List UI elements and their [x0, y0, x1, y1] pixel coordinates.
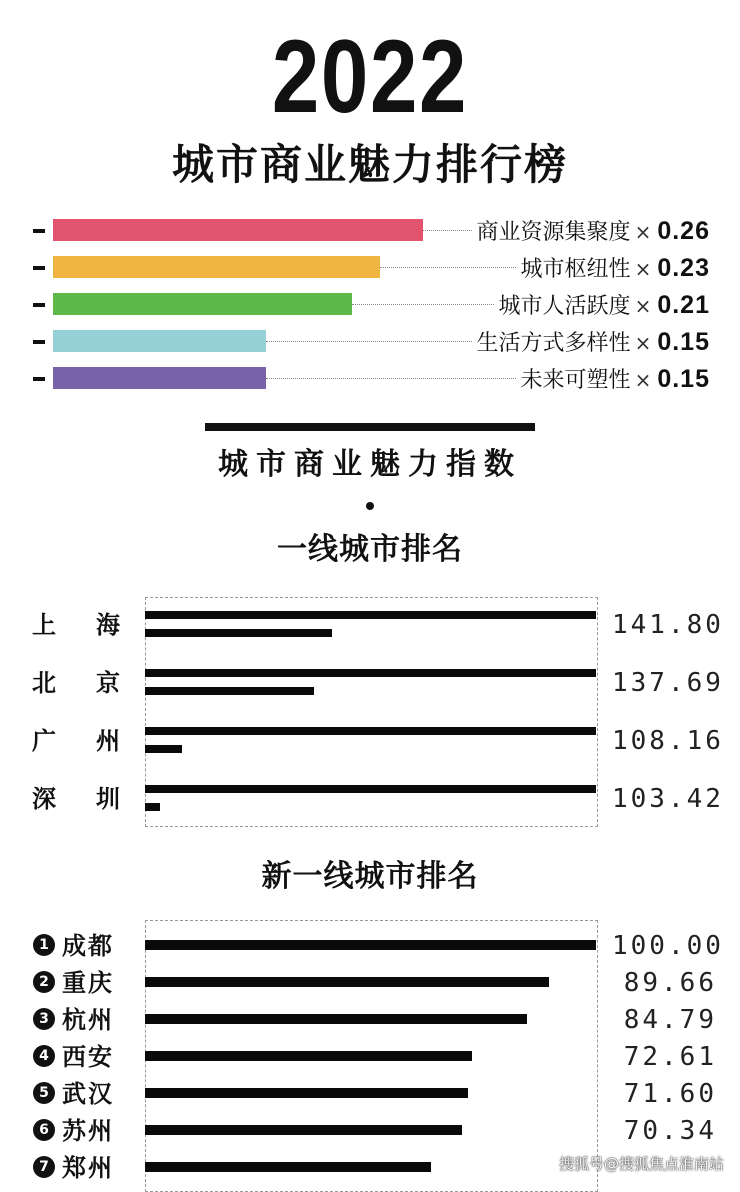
- factor-row: [0, 253, 740, 283]
- factor-weight: 0.15: [657, 365, 710, 393]
- city-name: [32, 726, 122, 756]
- watermark-text: 搜狐号@搜狐焦点淮南站: [558, 1155, 724, 1173]
- city-name: [32, 668, 122, 698]
- city-name-char: 圳: [96, 785, 122, 813]
- bar-difference: [145, 803, 160, 811]
- value-label: 108.16: [612, 726, 724, 756]
- bar: [145, 1088, 468, 1098]
- value-label: 100.00: [612, 931, 724, 961]
- factor-bar: [53, 256, 380, 278]
- bar: [145, 727, 596, 735]
- factor-bar: [53, 219, 423, 241]
- city-name-char: 海: [96, 611, 122, 639]
- times-sign: ×: [634, 368, 652, 392]
- page-title: 城市商业魅力排行榜: [171, 140, 568, 189]
- factor-dash: [33, 340, 45, 344]
- times-sign: ×: [634, 220, 652, 244]
- value-label: 89.66: [623, 968, 717, 998]
- factor-row: [0, 327, 740, 357]
- value-label: 71.60: [623, 1079, 717, 1109]
- value-label: 141.80: [612, 610, 724, 640]
- city-name: 西安: [62, 1043, 114, 1071]
- factor-label: [473, 216, 710, 246]
- value-label: 70.34: [623, 1116, 717, 1146]
- factor-name: 生活方式多样性: [476, 331, 631, 356]
- times-sign: ×: [634, 331, 652, 355]
- factor-row: [0, 216, 740, 246]
- city-name-char: 州: [96, 727, 122, 755]
- city-name: [32, 784, 122, 814]
- factor-weight: 0.26: [657, 217, 710, 245]
- factor-weight: 0.15: [657, 328, 710, 356]
- bar: [145, 940, 596, 950]
- bar: [145, 1162, 431, 1172]
- value-label: 137.69: [612, 668, 724, 698]
- newtier1-section-title: 新一线城市排名: [261, 859, 479, 894]
- city-name: 郑州: [62, 1154, 114, 1182]
- factor-name: 商业资源集聚度: [476, 220, 631, 245]
- bar: [145, 977, 549, 987]
- factor-dash: [33, 266, 45, 270]
- rank-badge: 7: [33, 1156, 55, 1178]
- value-label: 84.79: [623, 1005, 717, 1035]
- bar-difference: [145, 629, 332, 637]
- section-divider: [205, 423, 535, 431]
- factor-name: 城市枢纽性: [520, 257, 631, 282]
- value-label: 72.61: [623, 1042, 717, 1072]
- factor-label: [517, 253, 710, 283]
- city-name: 重庆: [62, 969, 114, 997]
- factor-weight: 0.21: [657, 291, 710, 319]
- times-sign: ×: [634, 257, 652, 281]
- factor-row: [0, 290, 740, 320]
- times-sign: ×: [634, 294, 652, 318]
- city-name: 杭州: [62, 1006, 114, 1034]
- city-name-char: 深: [32, 785, 58, 813]
- factor-dash: [33, 377, 45, 381]
- rank-badge: 1: [33, 934, 55, 956]
- city-name-char: 京: [96, 669, 122, 697]
- value-label: 103.42: [612, 784, 724, 814]
- bullet-dot: [366, 502, 374, 510]
- rank-badge: 3: [33, 1008, 55, 1030]
- factor-label: [495, 290, 710, 320]
- factor-dash: [33, 229, 45, 233]
- index-subtitle: 城市商业魅力指数: [218, 447, 522, 482]
- factor-row: [0, 364, 740, 394]
- bar-difference: [145, 687, 314, 695]
- bar: [145, 1014, 527, 1024]
- bar-difference: [145, 745, 182, 753]
- factor-bar: [53, 330, 266, 352]
- bar: [145, 1051, 472, 1061]
- factor-bar: [53, 293, 352, 315]
- factor-dash: [33, 303, 45, 307]
- factor-label: [517, 364, 710, 394]
- factor-name: 未来可塑性: [520, 368, 631, 393]
- city-name-char: 北: [32, 669, 58, 697]
- factor-name: 城市人活跃度: [498, 294, 631, 319]
- city-name: 武汉: [62, 1080, 114, 1108]
- bar: [145, 1125, 462, 1135]
- bar: [145, 611, 596, 619]
- rank-badge: 5: [33, 1082, 55, 1104]
- factor-weight: 0.23: [657, 254, 710, 282]
- city-name: 成都: [62, 932, 114, 960]
- city-name-char: 上: [32, 611, 58, 639]
- bar: [145, 785, 596, 793]
- rank-badge: 6: [33, 1119, 55, 1141]
- city-name: 苏州: [62, 1117, 114, 1145]
- year-heading: 2022: [271, 19, 469, 135]
- tier1-section-title: 一线城市排名: [277, 532, 463, 567]
- factor-label: [473, 327, 710, 357]
- rank-badge: 2: [33, 971, 55, 993]
- bar: [145, 669, 596, 677]
- rank-badge: 4: [33, 1045, 55, 1067]
- city-name: [32, 610, 122, 640]
- city-name-char: 广: [32, 727, 58, 755]
- factor-bar: [53, 367, 266, 389]
